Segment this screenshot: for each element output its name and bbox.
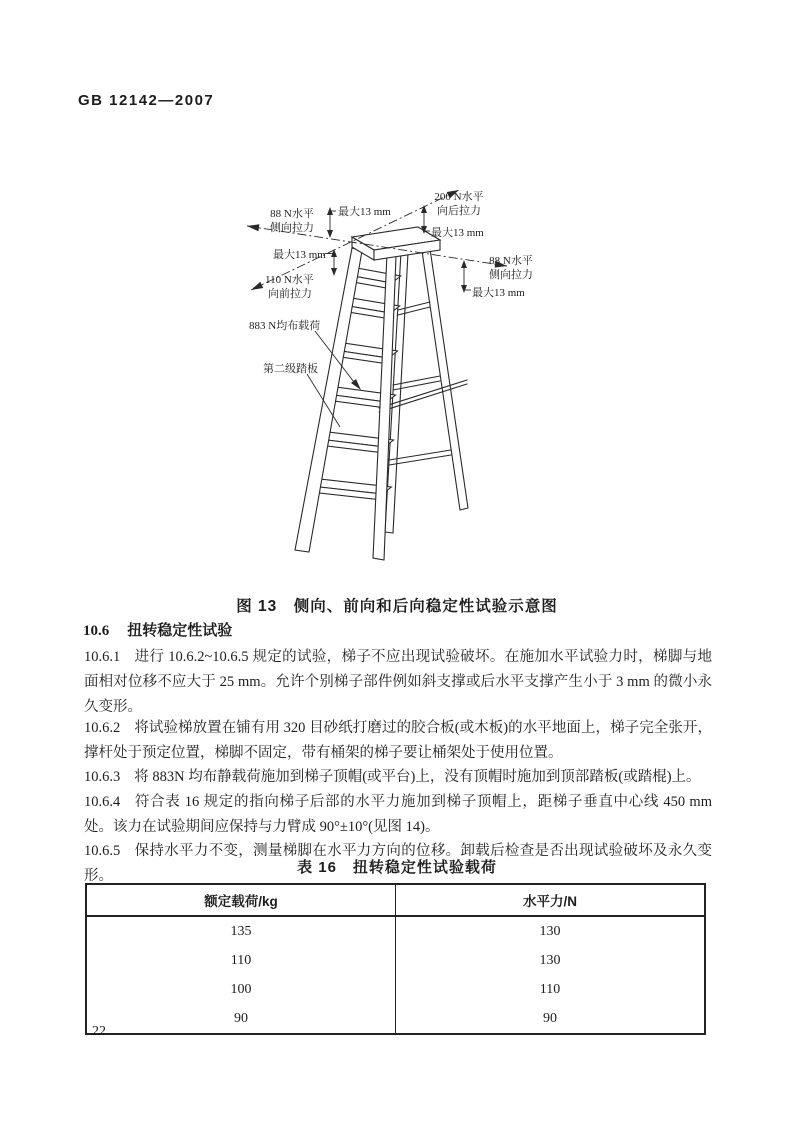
label-max13-left: 最大13 mm xyxy=(273,249,326,261)
cell-horizontal-force: 110 xyxy=(539,981,561,997)
clause-10-6-2 xyxy=(84,716,712,766)
standard-number: GB 12142—2007 xyxy=(78,92,215,109)
table-row xyxy=(86,916,705,946)
clause-text: 保持水平力不变，测量梯脚在水平力方向的位移。卸载后检查是否出现试验破坏及永久变形。 xyxy=(84,843,712,884)
clause-number: 10.6.1 xyxy=(84,649,121,665)
label-max13-right-bottom: 最大13 mm xyxy=(472,287,525,299)
cell-rated-load: 100 xyxy=(86,975,396,1004)
clause-text: 进行 10.6.2~10.6.5 规定的试验，梯子不应出现试验破坏。在施加水平试验力时，梯脚与地面相对位移不应大于 25 mm。允许个别梯子部件例如斜支撑或后水平支撑产生小于 3 mm 的微小永久变形。 xyxy=(84,649,712,715)
table-row xyxy=(86,1004,705,1034)
table-row xyxy=(86,975,705,1004)
label-back-pull-2: 向后拉力 xyxy=(437,205,481,217)
clause-number: 10.6.2 xyxy=(84,720,121,736)
label-distributed-load: 883 N均布载荷 xyxy=(249,320,321,332)
label-max13-top-left: 最大13 mm xyxy=(338,206,391,218)
table-16-torsional-stability-loads xyxy=(85,883,706,1035)
label-back-pull-1: 200 N水平 xyxy=(434,191,484,203)
cell-horizontal-force: 90 xyxy=(543,1010,557,1026)
column-header-rated-load: 额定载荷/kg xyxy=(86,884,396,916)
cell-rated-load: 90 xyxy=(86,1004,396,1034)
clause-text: 将试验梯放置在铺有用 320 目砂纸打磨过的胶合板(或木板)的水平地面上，梯子完全张开，撑杆处于预定位置，梯脚不固定，带有桶架的梯子要让桶架处于使用位置。 xyxy=(84,720,712,761)
clause-10-6-4 xyxy=(84,790,712,840)
cell-horizontal-force: 130 xyxy=(539,923,561,939)
cell-rated-load: 110 xyxy=(86,946,396,975)
label-second-step: 第二级踏板 xyxy=(263,363,318,375)
clause-10-6-3 xyxy=(84,765,712,790)
label-front-pull-1: 110 N水平 xyxy=(265,274,314,286)
label-side-pull-right-1: 88 N水平 xyxy=(489,255,533,267)
figure-caption: 图 13 侧向、前向和后向稳定性试验示意图 xyxy=(236,598,558,615)
clause-number: 10.6.5 xyxy=(84,843,121,859)
table-header-row xyxy=(86,884,705,916)
label-max13-right-top: 最大13 mm xyxy=(431,227,484,239)
clause-text: 符合表 16 规定的指向梯子后部的水平力施加到梯子顶帽上，距梯子垂直中心线 450 mm 处。该力在试验期间应保持与力臂成 90°±10°(见图 14)。 xyxy=(84,794,712,835)
cell-rated-load: 135 xyxy=(86,916,396,946)
clause-number: 10.6.4 xyxy=(84,794,121,810)
clause-text: 将 883N 均布静载荷施加到梯子顶帽(或平台)上，没有顶帽时施加到顶部踏板(或踏棍)上。 xyxy=(134,769,701,785)
ladder-drawing xyxy=(295,227,468,560)
section-title: 扭转稳定性试验 xyxy=(127,622,233,639)
column-header-horizontal-force: 水平力/N xyxy=(396,884,706,916)
stability-test-diagram xyxy=(235,180,585,585)
clause-number: 10.6.3 xyxy=(84,769,121,785)
label-side-pull-left-1: 88 N水平 xyxy=(270,208,314,220)
table-caption: 表 16 扭转稳定性试验载荷 xyxy=(297,859,497,876)
table-row xyxy=(86,946,705,975)
label-front-pull-2: 向前拉力 xyxy=(268,288,312,300)
section-number: 10.6 xyxy=(83,623,110,639)
cell-horizontal-force: 130 xyxy=(539,952,561,968)
page-number: 22 xyxy=(92,1024,106,1039)
label-side-pull-right-2: 侧向拉力 xyxy=(489,269,533,281)
label-side-pull-left-2: 侧向拉力 xyxy=(270,222,314,234)
clause-10-6-1 xyxy=(84,645,712,720)
section-heading xyxy=(83,619,232,640)
